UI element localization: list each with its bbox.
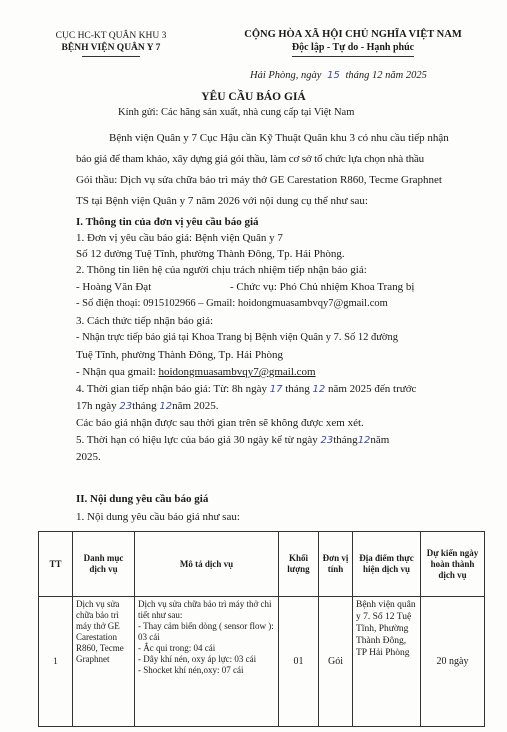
header-quantity: Khối lượng xyxy=(279,532,319,597)
intro-line-2: báo giá để tham khảo, xây dựng giá gói thầu, làm cơ sở tổ chức lựa chọn nhà thầu xyxy=(76,153,425,165)
section-1-gmail-line xyxy=(76,365,316,379)
header-completion: Dự kiến ngày hoàn thành dịch vụ xyxy=(421,532,485,597)
receive-from-month: 12 xyxy=(312,384,326,395)
section-1-receive-time-line xyxy=(76,382,416,397)
desc-item-4: - Shocket khí nén,oxy: 07 cái xyxy=(138,665,244,675)
header-description: Mô tả dịch vụ xyxy=(135,532,279,597)
row-quantity: 01 xyxy=(279,597,319,727)
section-1-line-8: Tuệ Tĩnh, phường Thành Đông, Tp. Hải Phòng xyxy=(76,349,283,361)
section-1-heading: I. Thông tin của đơn vị yêu cầu báo giá xyxy=(76,216,259,228)
section-1-line-1: 1. Đơn vị yêu cầu báo giá: Bệnh viện Quân y 7 xyxy=(76,232,283,244)
section-1-line-14: 2025. xyxy=(76,451,101,463)
table-row xyxy=(39,597,485,727)
section-1-line-6: 3. Cách thức tiếp nhận báo giá: xyxy=(76,315,214,327)
section-1-line-7: - Nhận trực tiếp báo giá tại Khoa Trang bị Bệnh viện Quân y 7. Số 12 đường xyxy=(76,332,398,343)
section-1-line-12: Các báo giá nhận được sau thời gian trên sẽ không được xem xét. xyxy=(76,417,364,429)
header-tt: TT xyxy=(39,532,73,597)
section-1-contact-position: - Chức vụ: Phó Chủ nhiệm Khoa Trang bị xyxy=(230,281,415,293)
row-completion: 20 ngày xyxy=(421,597,485,727)
validity-month: 12 xyxy=(357,435,371,446)
desc-title: Dịch vụ sửa chữa bảo trì máy thở chi tiết như sau: xyxy=(138,599,272,620)
date-day: 15 xyxy=(327,70,340,81)
document-title: YÊU CẦU BÁO GIÁ xyxy=(201,91,306,103)
desc-item-1: - Thay cảm biến dòng ( sensor flow ): 03 cái xyxy=(138,621,274,642)
deadline-month: 12 xyxy=(159,401,173,412)
desc-item-3: - Dây khí nén, oxy áp lực: 03 cái xyxy=(138,654,257,664)
row-description xyxy=(135,597,279,727)
section-1-line-2: Số 12 đường Tuệ Tĩnh, phường Thành Đông, Tp. Hải Phòng. xyxy=(76,248,345,260)
section-1-validity-line xyxy=(76,433,389,448)
receive-from-label: 4. Thời gian tiếp nhận báo giá: Từ: 8h ngày xyxy=(76,383,270,395)
row-location: Bệnh viện quân y 7. Số 12 Tuệ Tĩnh, Phường Thành Đông, TP Hải Phòng xyxy=(353,597,421,727)
section-2-subheading: 1. Nội dung yêu cầu báo giá như sau: xyxy=(76,511,240,523)
org-line-1: CỤC HC-KT QUÂN KHU 3 xyxy=(55,31,167,41)
section-1-contact-name: - Hoàng Văn Đạt xyxy=(76,281,152,293)
section-1-phone-gmail: - Số điện thoại: 0915102966 – Gmail: hoidongmuasambvqy7@gmail.com xyxy=(76,298,388,309)
validity-label: 5. Thời hạn có hiệu lực của báo giá 30 ngày kể từ ngày xyxy=(76,434,321,446)
header-location: Địa điểm thực hiện dịch vụ xyxy=(353,532,421,597)
receive-from-day: 17 xyxy=(269,384,283,395)
nation-line-1: CỘNG HÒA XÃ HỘI CHỦ NGHĨA VIỆT NAM xyxy=(244,29,462,40)
section-1-receive-deadline-line xyxy=(76,399,219,414)
intro-line-4: TS tại Bệnh viện Quân y 7 năm 2026 với nội dung cụ thể như sau: xyxy=(76,195,368,207)
date-month: tháng 12 năm 2025 xyxy=(345,70,427,81)
deadline-month-label: tháng xyxy=(132,400,160,412)
date-line xyxy=(250,69,427,83)
row-service: Dịch vụ sửa chữa bảo trì máy thở GE Carestation R860, Tecme Graphnet xyxy=(73,597,135,727)
section-1-line-3: 2. Thông tin liên hệ của người chịu trách nhiệm tiếp nhận báo giá: xyxy=(76,264,367,276)
gmail-link[interactable]: hoidongmuasambvqy7@gmail.com xyxy=(158,366,316,378)
row-tt: 1 xyxy=(39,597,73,727)
org-line-2: BỆNH VIỆN QUÂN Y 7 xyxy=(61,43,161,53)
intro-line-3: Gói thầu: Dịch vụ sửa chữa bảo trì máy thở GE Carestation R860, Tecme Graphnet xyxy=(76,174,442,186)
table-header-row xyxy=(39,532,485,597)
intro-line-1: Bệnh viện Quân y 7 Cục Hậu cần Kỹ Thuật Quân khu 3 có nhu cầu tiếp nhận xyxy=(109,132,449,144)
header-unit: Đơn vị tính xyxy=(319,532,353,597)
nation-underline xyxy=(292,56,414,57)
recipient-line: Kính gửi: Các hãng sản xuất, nhà cung cấp tại Việt Nam xyxy=(118,107,355,118)
desc-item-2: - Ắc qui trong: 04 cái xyxy=(138,643,216,653)
service-table xyxy=(38,531,485,727)
receive-from-month-label: tháng xyxy=(282,383,313,395)
deadline-day: 23 xyxy=(119,401,133,412)
nation-line-2: Độc lập - Tự do - Hạnh phúc xyxy=(291,42,415,53)
deadline-year-label: năm 2025. xyxy=(172,400,219,412)
org-underline xyxy=(82,56,140,57)
validity-year-label: năm xyxy=(370,434,390,446)
validity-month-label: tháng xyxy=(333,434,358,446)
gmail-label: - Nhận qua gmail: xyxy=(76,366,159,378)
receive-until-label: năm 2025 đến trước xyxy=(325,383,417,395)
section-2-heading: II. Nội dung yêu cầu báo giá xyxy=(76,493,209,505)
row-unit: Gói xyxy=(319,597,353,727)
validity-day: 23 xyxy=(320,435,334,446)
date-prefix: Hải Phòng, ngày xyxy=(250,70,322,81)
deadline-hour-label: 17h ngày xyxy=(76,400,120,412)
header-service: Danh mục dịch vụ xyxy=(73,532,135,597)
